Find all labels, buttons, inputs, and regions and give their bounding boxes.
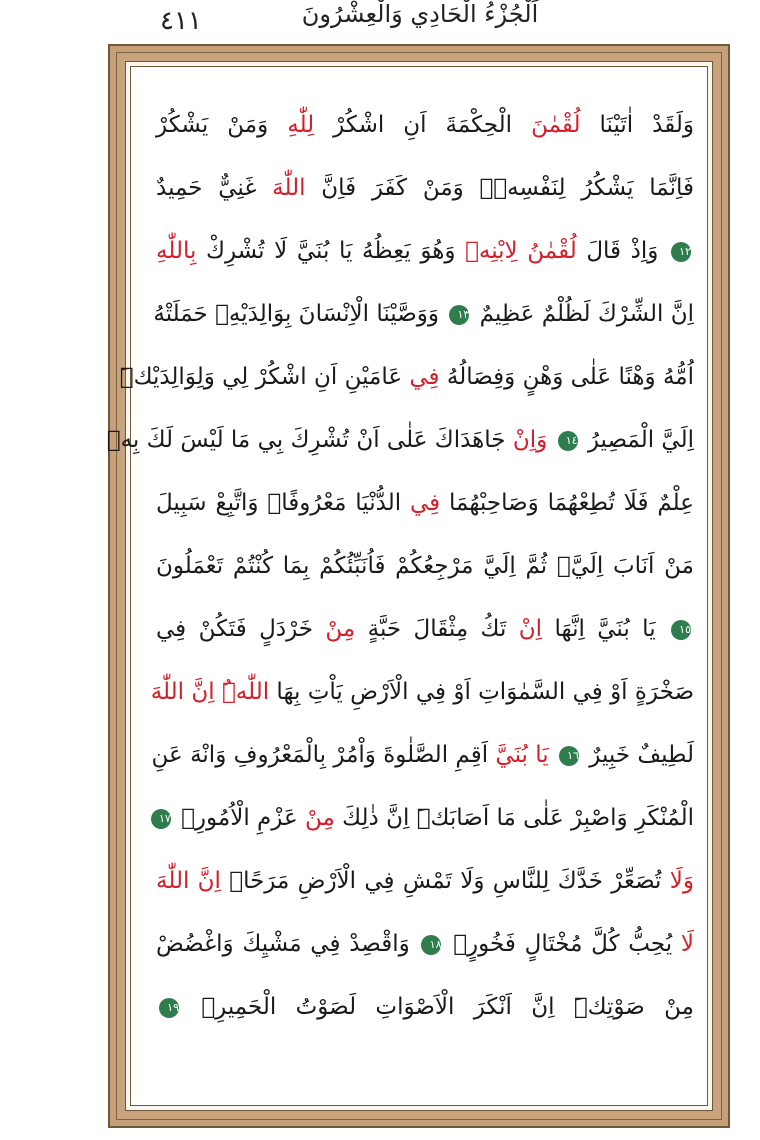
text-line (156, 96, 694, 154)
highlighted-text: اِنْ (518, 616, 543, 642)
verse-text: يُحِبُّ كُلَّ مُخْتَالٍ فَخُورٍۚ (444, 931, 681, 957)
verse-text: تُصَعِّرْ خَدَّكَ لِلنَّاسِ وَلَا تَمْشِ فِي الْاَرْضِ مَرَحًاۜ (220, 868, 670, 894)
text-line (156, 474, 694, 532)
verse-text: اِلَيَّ الْمَصِيرُ (580, 427, 694, 453)
verse-text: اَقِمِ الصَّلٰوةَ وَاْمُرْ بِالْمَعْرُوفِ وَانْهَ عَنِ (151, 742, 496, 768)
quran-text (106, 96, 695, 1096)
verse-text: الْمُنْكَرِ وَاصْبِرْ عَلٰى مَا اَصَابَكَۜ اِنَّ ذٰلِكَ (334, 805, 694, 831)
ayah-number-marker: ١٢ (671, 242, 691, 262)
text-line (119, 348, 694, 406)
text-line (156, 600, 694, 658)
verse-text: وَهُوَ يَعِظُهُ يَا بُنَيَّ لَا تُشْرِكْ (196, 238, 466, 264)
text-line (156, 978, 694, 1036)
verse-text: غَنِيٌّ حَمِيدٌ (156, 175, 273, 201)
text-line (106, 411, 694, 469)
juz-title: اَلْجُزْءُ الْحَادِي وَالْعِشْرُونَ (301, 0, 539, 28)
verse-text: فَاِنَّمَا يَشْكُرُ لِنَفْسِهٖۚ وَمَنْ كَفَرَ فَاِنَّ (305, 175, 694, 201)
text-line (150, 663, 694, 721)
ayah-number-marker: ١٦ (559, 746, 579, 766)
text-line (156, 222, 694, 280)
ayah-number-marker: ١٩ (159, 998, 179, 1018)
text-line (156, 159, 694, 217)
verse-text: عِلْمٌ فَلَا تُطِعْهُمَا وَصَاحِبْهُمَا (440, 490, 694, 516)
verse-text: لَطِيفٌ خَبِيرٌ (581, 742, 694, 768)
verse-text: الدُّنْيَا مَعْرُوفًاۘ وَاتَّبِعْ سَبِيلَ (156, 490, 410, 516)
ayah-number-marker: ١٣ (449, 305, 469, 325)
highlighted-text: وَاِنْ (512, 427, 548, 453)
verse-text: اُمُّهُ وَهْنًا عَلٰى وَهْنٍ وَفِصَالُهُ (439, 364, 694, 390)
verse-text: عَزْمِ الْاُمُورِۚ (173, 805, 306, 831)
text-line (151, 726, 694, 784)
verse-text: وَوَصَّيْنَا الْاِنْسَانَ بِوَالِدَيْهِۚ حَمَلَتْهُ (153, 301, 447, 327)
text-line (156, 852, 694, 910)
verse-text: وَاِذْ قَالَ (576, 238, 668, 264)
highlighted-text: بِاللّٰهِ (156, 238, 197, 264)
highlighted-text: لَا (680, 931, 695, 957)
highlighted-text: يَا بُنَيَّ (495, 742, 549, 768)
verse-text: وَلَقَدْ اٰتَيْنَا (580, 112, 694, 138)
ayah-number-marker: ١٧ (151, 809, 171, 829)
verse-text: مَنْ اَنَابَ اِلَيَّۚ ثُمَّ اِلَيَّ مَرْجِعُكُمْ فَاُنَبِّئُكُمْ بِمَا كُنْتُمْ تَعْمَلُونَ (156, 553, 694, 579)
highlighted-text: اللّٰهُۜ اِنَّ اللّٰهَ (150, 679, 270, 705)
highlighted-text: فِي (409, 490, 441, 516)
verse-text: يَا بُنَيَّ اِنَّهَا (542, 616, 668, 642)
ayah-number-marker: ١٥ (671, 620, 691, 640)
verse-text: عَامَيْنِ اَنِ اشْكُرْ لِي وَلِوَالِدَيْكَۜ (119, 364, 410, 390)
verse-text: جَاهَدَاكَ عَلٰى اَنْ تُشْرِكَ بِي مَا لَيْسَ لَكَ بِهٖ (106, 427, 513, 453)
verse-text: مِنْ صَوْتِكَۜ اِنَّ اَنْكَرَ الْاَصْوَاتِ لَصَوْتُ الْحَمِيرِۚ (182, 994, 694, 1020)
verse-text: وَمَنْ يَشْكُرْ (156, 112, 288, 138)
text-line (156, 537, 694, 595)
ayah-number-marker: ١٨ (421, 935, 441, 955)
verse-text: تَكُ مِثْقَالَ حَبَّةٍ (355, 616, 519, 642)
highlighted-text: لِلّٰهِ (287, 112, 315, 138)
verse-text (549, 742, 556, 768)
page-header (0, 0, 760, 44)
highlighted-text: مِنْ (305, 805, 335, 831)
verse-text: خَرْدَلٍ فَتَكُنْ فِي (156, 616, 326, 642)
highlighted-text: اِنَّ اللّٰهَ (156, 868, 221, 894)
highlighted-text: مِنْ (325, 616, 356, 642)
verse-text: الْحِكْمَةَ اَنِ اشْكُرْ (314, 112, 532, 138)
highlighted-text: وَلَا (669, 868, 694, 894)
highlighted-text: لُقْمٰنَ (531, 112, 581, 138)
highlighted-text: اللّٰهَ (272, 175, 306, 201)
text-line (156, 915, 694, 973)
page-number: ٤١١ (160, 6, 202, 36)
verse-text: صَخْرَةٍ اَوْ فِي السَّمٰوَاتِ اَوْ فِي الْاَرْضِ يَاْتِ بِهَا (269, 679, 694, 705)
text-line (153, 285, 694, 343)
text-line (156, 789, 694, 847)
ayah-number-marker: ١٤ (558, 431, 578, 451)
verse-text: اِنَّ الشِّرْكَ لَظُلْمٌ عَظِيمٌ (472, 301, 694, 327)
verse-text: وَاقْصِدْ فِي مَشْيِكَ وَاغْضُضْ (156, 931, 419, 957)
highlighted-text: لُقْمٰنُ لِابْنِهٖ (465, 238, 577, 264)
verse-text (547, 427, 554, 453)
highlighted-text: فِي (409, 364, 440, 390)
